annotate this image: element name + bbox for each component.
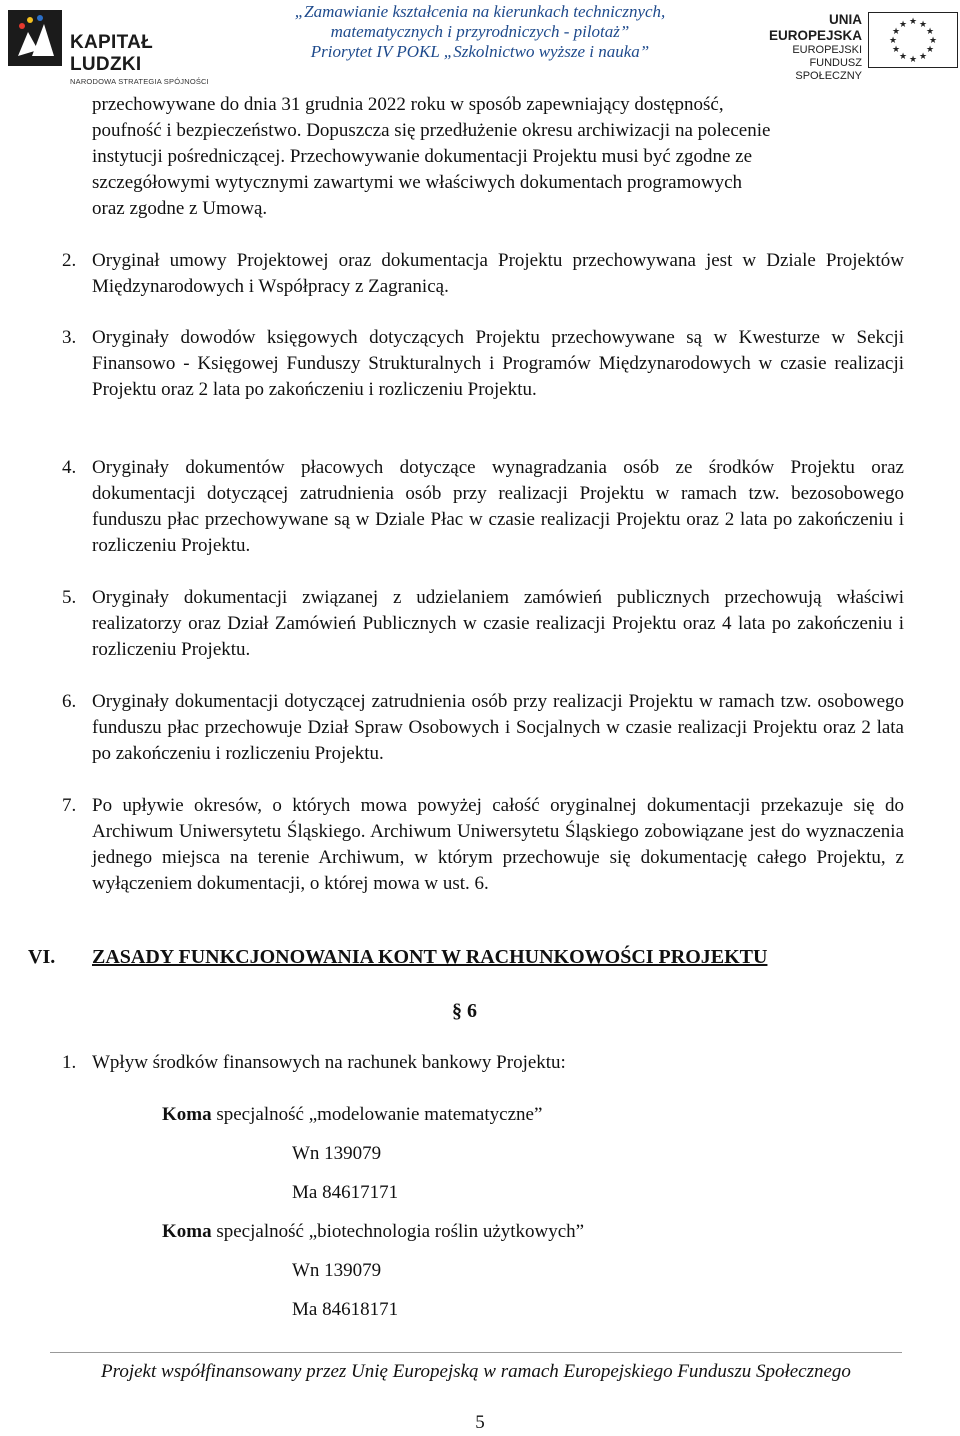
intro-line: przechowywane do dnia 31 grudnia 2022 roku w sposób zapewniający dostępność, <box>92 94 724 115</box>
svg-text:★: ★ <box>918 20 928 30</box>
list-item-number: 3. <box>62 327 77 348</box>
intro-line: oraz zgodne z Umową. <box>92 198 268 219</box>
svg-text:★: ★ <box>925 27 935 37</box>
account-name: Koma <box>162 1221 212 1242</box>
footer-divider <box>50 1352 902 1353</box>
svg-text:★: ★ <box>898 52 908 62</box>
point-number: 1. <box>62 1052 77 1073</box>
header-line-3: Priorytet IV POKL „Szkolnictwo wyższe i nauka” <box>310 42 650 61</box>
eu-logo <box>742 12 957 82</box>
kapital-ludzki-title: KAPITAŁ LUDZKI <box>70 32 154 75</box>
eu-logo-line1: UNIA EUROPEJSKA <box>768 12 862 43</box>
page-header <box>0 0 960 86</box>
account-ma: Ma 84617171 <box>292 1182 399 1203</box>
list-item-number: 7. <box>62 795 77 816</box>
list-item-text: Oryginały dokumentów płacowych dotyczące wynagradzania osób ze środków Projektu oraz dokumentacji dotyczącej zatrudnienia osób przy realizacji Projektu w ramach tzw. bezosobowego funduszu płac przechowywane są w Dziale Płac w czasie realizacji Projektu oraz 2 lata po zakończeniu i rozliczeniu Projektu. <box>92 457 904 556</box>
svg-text:★: ★ <box>918 52 928 62</box>
account-description: specjalność „modelowanie matematyczne” <box>211 1104 543 1125</box>
intro-paragraph <box>92 92 892 222</box>
list-item-text: Oryginały dokumentacji dotyczącej zatrudnienia osób przy realizacji Projektu w ramach tzw. osobowego funduszu płac przechowuje Dział Spraw Osobowych i Socjalnych w czasie realizacji Projektu oraz 2 lata po zakończeniu i rozliczeniu Projektu. <box>92 691 904 764</box>
svg-text:★: ★ <box>908 55 918 65</box>
kapital-ludzki-emblem-icon <box>8 10 62 66</box>
eu-logo-line2: EUROPEJSKI <box>792 44 862 56</box>
list-item-text: Oryginały dokumentacji związanej z udzielaniem zamówień publicznych przechowują właściwi realizatorzy oraz Dział Zamówień Publicznych w czasie realizacji Projektu oraz 4 lata po zakończeniu i rozliczeniu Projektu. <box>92 587 904 660</box>
account-name: Koma <box>162 1104 212 1125</box>
list-item-number: 6. <box>62 691 77 712</box>
list-item-number: 4. <box>62 457 77 478</box>
svg-text:★: ★ <box>925 45 935 55</box>
svg-text:★: ★ <box>891 45 901 55</box>
account-specialization <box>162 1102 902 1128</box>
svg-text:★: ★ <box>891 27 901 37</box>
svg-text:★: ★ <box>908 17 918 27</box>
intro-line: instytucji pośredniczącej. Przechowywanie dokumentacji Projektu musi być zgodne ze <box>92 146 753 167</box>
intro-line: poufność i bezpieczeństwo. Dopuszcza się przedłużenie okresu archiwizacji na polecenie <box>92 120 771 141</box>
kapital-ludzki-subtitle: NARODOWA STRATEGIA SPÓJNOŚCI <box>70 77 209 86</box>
page-number: 5 <box>475 1412 485 1433</box>
account-wn: Wn 139079 <box>292 1260 382 1281</box>
paragraph-mark: § 6 <box>452 1000 477 1022</box>
project-header-text <box>238 2 722 62</box>
svg-text:★: ★ <box>928 36 938 46</box>
intro-line: szczegółowymi wytycznymi zawartymi we właściwych dokumentach programowych <box>92 172 743 193</box>
header-line-1: „Zamawianie kształcenia na kierunkach technicznych, <box>294 2 666 21</box>
list-item-text: Oryginały dowodów księgowych dotyczących Projektu przechowywane są w Kwesturze w Sekcji Finansowo - Księgowej Funduszy Strukturalnych i Programów Międzynarodowych w czasie realizacji Projektu oraz 2 lata po zakończeniu i rozliczeniu Projektu. <box>92 327 904 400</box>
account-wn: Wn 139079 <box>292 1143 382 1164</box>
svg-text:★: ★ <box>888 36 898 46</box>
eu-flag-icon <box>868 12 958 68</box>
account-ma: Ma 84618171 <box>292 1299 399 1320</box>
section-title: ZASADY FUNKCJONOWANIA KONT W RACHUNKOWOŚCI PROJEKTU <box>92 946 768 968</box>
account-specialization <box>162 1219 902 1245</box>
section-number: VI. <box>28 946 56 968</box>
point-text: Wpływ środków finansowych na rachunek bankowy Projektu: <box>92 1052 566 1073</box>
list-item-text: Oryginał umowy Projektowej oraz dokumentacja Projektu przechowywana jest w Dziale Projektów Międzynarodowych i Współpracy z Zagranicą. <box>92 250 904 297</box>
list-item-text: Po upływie okresów, o których mowa powyżej całość oryginalnej dokumentacji przekazuje się do Archiwum Uniwersytetu Śląskiego. Archiwum Uniwersytetu Śląskiego zobowiązane jest do wyznaczenia jednego miejsca na terenie Archiwum, w którym przechowuje się dokumentację całego Projektu, z wyłączeniem dokumentacji, o której mowa w ust. 6. <box>92 795 904 894</box>
header-line-2: matematycznych i przyrodniczych - pilotaż” <box>330 22 630 41</box>
eu-logo-line3: FUNDUSZ SPOŁECZNY <box>795 57 862 82</box>
kapital-ludzki-logo <box>8 10 213 86</box>
svg-text:★: ★ <box>898 20 908 30</box>
account-description: specjalność „biotechnologia roślin użytkowych” <box>211 1221 585 1242</box>
list-item-number: 2. <box>62 250 77 271</box>
footer-text: Projekt współfinansowany przez Unię Europejską w ramach Europejskiego Funduszu Społecznego <box>101 1361 851 1382</box>
list-item-number: 5. <box>62 587 77 608</box>
